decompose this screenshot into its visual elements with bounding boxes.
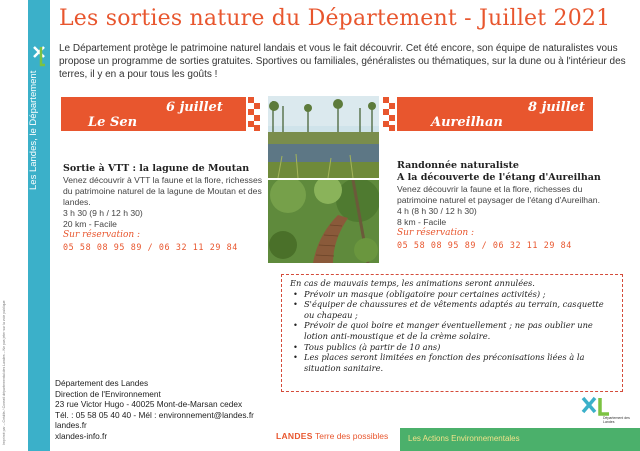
activity-date: 6 juillet bbox=[166, 100, 223, 115]
activity-1 bbox=[63, 163, 268, 253]
activity-duration: 4 h (8 h 30 / 12 h 30) bbox=[397, 206, 477, 216]
contact-block bbox=[55, 378, 254, 441]
activity-level: 20 km - Facile bbox=[63, 219, 117, 229]
footer-green-bar bbox=[400, 428, 640, 451]
notice-item: • Prévoir de quoi boire et manger éventuellement ; ne pas oublier une lotion anti-moustique et de la crème solaire. bbox=[290, 320, 614, 341]
activity-level: 8 km - Facile bbox=[397, 217, 447, 227]
sidebar-vertical-text: Les Landes, le Département bbox=[28, 70, 39, 190]
contact-address: 23 rue Victor Hugo - 40025 Mont-de-Marsan cedex bbox=[55, 399, 243, 409]
notice-item: • Les places seront limitées en fonction des préconisations liées à la situation sanitaire. bbox=[290, 352, 614, 373]
activity-description: Venez découvrir la faune et la flore, richesses du patrimoine naturel et paysager de l'étang d'Aureilhan. bbox=[397, 184, 600, 205]
reservation-label: Sur réservation : bbox=[63, 230, 141, 240]
landes-logo bbox=[276, 431, 388, 441]
print-credits: Imprimé par – Crédits / Conseil départemental des Landes – Ne pas jeter sur la voie publique bbox=[2, 300, 6, 445]
contact-phone-email[interactable]: Tél. : 05 58 05 40 40 - Mél : environnement@landes.fr bbox=[55, 409, 254, 420]
lagoon-photo bbox=[268, 96, 379, 178]
reservation-phone[interactable]: 05 58 08 95 89 / 06 32 11 29 84 bbox=[63, 242, 238, 252]
checker-decoration bbox=[383, 97, 395, 131]
notice-item: • Tous publics (à partir de 10 ans) bbox=[290, 342, 614, 353]
activity-place: Aureilhan bbox=[431, 115, 503, 130]
checker-decoration bbox=[248, 97, 260, 131]
department-logo bbox=[581, 395, 631, 425]
activity-description: Venez découvrir à VTT la faune et la flore, richesses du patrimoine naturel de la lagune de Moutan et des landes. bbox=[63, 175, 263, 207]
contact-website-link[interactable]: landes.fr bbox=[55, 420, 87, 430]
landes-wordmark: LANDES bbox=[276, 431, 313, 441]
activity-2 bbox=[397, 160, 617, 251]
notice-item: • S'équiper de chaussures et de vêtements adaptés au terrain, casquette ou chapeau ; bbox=[290, 299, 614, 320]
landes-tagline: Terre des possibles bbox=[314, 431, 389, 441]
activity-banner-2 bbox=[383, 97, 593, 131]
activity-title: Randonnée naturaliste bbox=[397, 160, 519, 171]
activity-subtitle: A la découverte de l'étang d'Aureilhan bbox=[397, 172, 601, 183]
activity-duration: 3 h 30 (9 h / 12 h 30) bbox=[63, 208, 143, 218]
boardwalk-photo bbox=[268, 180, 379, 263]
xl-logo-sub: Département des Landes bbox=[603, 416, 630, 424]
footer-bar-text: Les Actions Environnementales bbox=[408, 434, 520, 443]
notice-heading: En cas de mauvais temps, les animations seront annulées. bbox=[290, 278, 535, 288]
activity-date: 8 juillet bbox=[528, 100, 585, 115]
contact-direction: Direction de l'Environnement bbox=[55, 388, 161, 399]
reservation-phone[interactable]: 05 58 08 95 89 / 06 32 11 29 84 bbox=[397, 240, 572, 250]
activity-place: Le Sen bbox=[88, 115, 138, 130]
contact-org: Département des Landes bbox=[55, 378, 149, 388]
contact-info-link[interactable]: xlandes-info.fr bbox=[55, 430, 108, 441]
page-title: Les sorties nature du Département - Juillet 2021 bbox=[59, 6, 611, 31]
reservation-label: Sur réservation : bbox=[397, 228, 475, 238]
intro-paragraph: Le Département protège le patrimoine naturel landais et vous le fait découvrir. Cet été encore, son équipe de naturalistes vous propose un programme de sorties gratuites. Sportives ou familiales, généralistes ou thématiques, sur la dune ou à l'intérieur des terres, il y en a pour tous les goûts ! bbox=[59, 43, 626, 80]
activity-title: Sortie à VTT : la lagune de Moutan bbox=[63, 163, 250, 174]
notice-item: • Prévoir un masque (obligatoire pour certaines activités) ; bbox=[290, 289, 614, 300]
practical-info-box bbox=[281, 274, 623, 392]
activity-banner-1 bbox=[61, 97, 273, 131]
xl-logo-icon bbox=[581, 395, 611, 417]
notice-list bbox=[290, 289, 614, 374]
